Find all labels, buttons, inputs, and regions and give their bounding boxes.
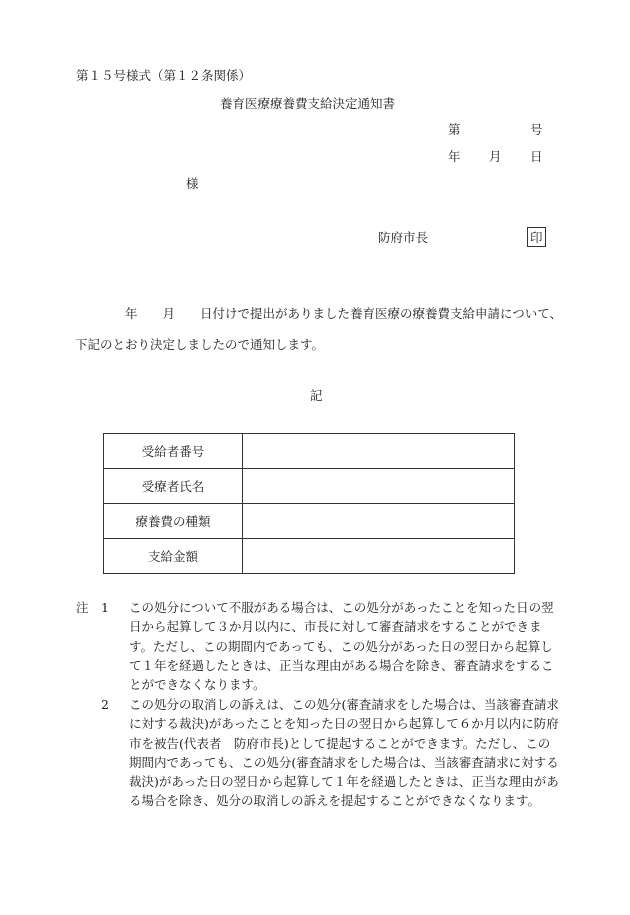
issuer: 防府市長 (378, 230, 429, 245)
note-number: 1 (101, 600, 109, 615)
table-row (104, 434, 515, 469)
date-year: 年 (448, 149, 461, 164)
addressee-suffix: 様 (186, 176, 199, 191)
number-prefix: 第 (448, 122, 461, 137)
table-row (104, 469, 515, 504)
form-label: 第１５号様式（第１２条関係） (76, 68, 252, 83)
document-title: 養育医療療養費支給決定通知書 (220, 96, 396, 111)
table-row (104, 539, 515, 574)
row-label: 療養費の種類 (104, 504, 243, 539)
row-label: 受療者氏名 (104, 469, 243, 504)
date-month: 月 (489, 149, 502, 164)
body-paragraph: 年 月 日付けで提出がありました養育医療の療養費支給申請について、下記のとおり決定しましたので通知します。 (75, 306, 563, 352)
ki-heading: 記 (310, 388, 323, 403)
notes-heading: 注 (76, 600, 89, 615)
table-row (104, 504, 515, 539)
row-value (243, 469, 515, 504)
row-label: 支給金額 (104, 539, 243, 574)
number-suffix: 号 (530, 122, 543, 137)
row-label: 受給者番号 (104, 434, 243, 469)
date-day: 日 (530, 149, 543, 164)
note-item (101, 598, 561, 694)
note-text: この処分について不服がある場合は、この処分があったことを知った日の翌日から起算して３か月以内に、市長に対して審査請求をすることができます。ただし、この期間内であっても、この処分があった日の翌日から起算して１年を経過したときは、正当な理由がある場合を除き、審査請求をすることができなくなります。 (129, 600, 554, 693)
decision-table (103, 433, 515, 574)
note-text: この処分の取消しの訴えは、この処分(審査請求をした場合は、当該審査請求に対する裁決)があったことを知った日の翌日から起算して６か月以内に防府市を被告(代表者 防府市長)として提起することができます。ただし、この期間内であっても、この処分(審査請求をした場合は、当該審査請求に対する裁決)があった日の翌日から起算して１年を経過したときは、正当な理由がある場合を除き、処分の取消しの訴えを提起することができなくなります。 (129, 697, 559, 809)
seal-mark: 印 (527, 227, 546, 247)
row-value (243, 504, 515, 539)
note-item (101, 695, 561, 811)
row-value (243, 539, 515, 574)
row-value (243, 434, 515, 469)
note-number: 2 (101, 697, 109, 712)
